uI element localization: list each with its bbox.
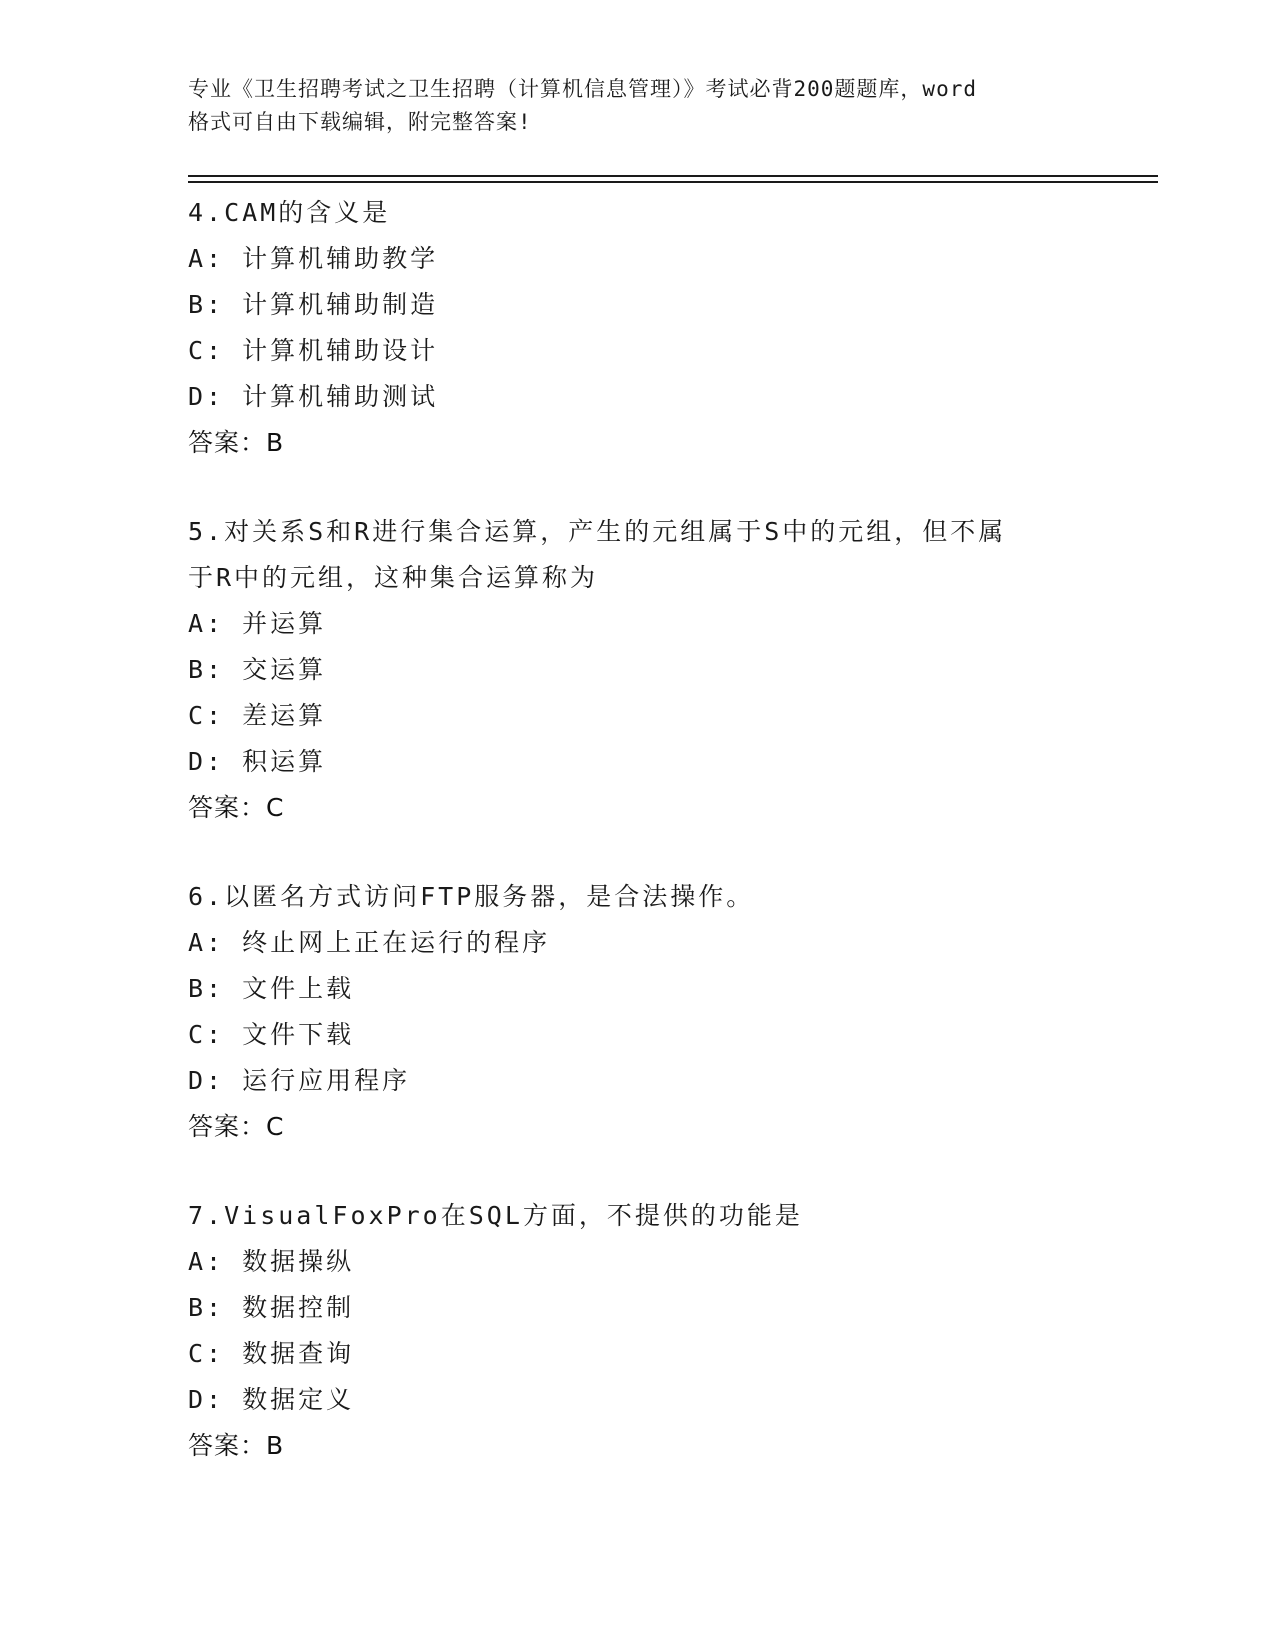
answer-line: 答案：B (188, 1431, 285, 1460)
option-d: D: 运行应用程序 (188, 1066, 411, 1095)
option-b: B: 数据控制 (188, 1293, 355, 1322)
option-c: C: 计算机辅助设计 (188, 336, 439, 365)
option-d: D: 计算机辅助测试 (188, 382, 439, 411)
option-d: D: 数据定义 (188, 1385, 355, 1414)
question-stem: 6.以匿名方式访问FTP服务器，是合法操作。 (188, 882, 755, 911)
header-line-2: 格式可自由下载编辑，附完整答案! (188, 110, 532, 134)
header-divider-bottom (188, 181, 1158, 183)
option-b: B: 文件上载 (188, 974, 355, 1003)
question-stem-continued: 于R中的元组，这种集合运算称为 (188, 563, 599, 592)
question-stem: 5.对关系S和R进行集合运算，产生的元组属于S中的元组，但不属 (188, 517, 1007, 546)
document-header (188, 73, 1108, 139)
answer-line: 答案：B (188, 428, 285, 457)
header-line-1: 专业《卫生招聘考试之卫生招聘（计算机信息管理）》考试必背200题题库，word (188, 77, 977, 101)
option-a: A: 并运算 (188, 609, 327, 638)
question-5 (188, 509, 1108, 831)
question-7 (188, 1193, 1108, 1469)
answer-line: 答案：C (188, 793, 285, 822)
option-c: C: 数据查询 (188, 1339, 355, 1368)
option-a: A: 终止网上正在运行的程序 (188, 928, 551, 957)
question-stem: 4.CAM的含义是 (188, 198, 391, 227)
header-divider-top (188, 175, 1158, 177)
question-6 (188, 874, 1108, 1150)
option-a: A: 计算机辅助教学 (188, 244, 439, 273)
question-stem: 7.VisualFoxPro在SQL方面，不提供的功能是 (188, 1201, 803, 1230)
option-b: B: 计算机辅助制造 (188, 290, 439, 319)
option-d: D: 积运算 (188, 747, 327, 776)
option-a: A: 数据操纵 (188, 1247, 355, 1276)
question-list (188, 190, 1108, 1512)
option-b: B: 交运算 (188, 655, 327, 684)
answer-line: 答案：C (188, 1112, 285, 1141)
question-4 (188, 190, 1108, 466)
option-c: C: 差运算 (188, 701, 327, 730)
option-c: C: 文件下载 (188, 1020, 355, 1049)
